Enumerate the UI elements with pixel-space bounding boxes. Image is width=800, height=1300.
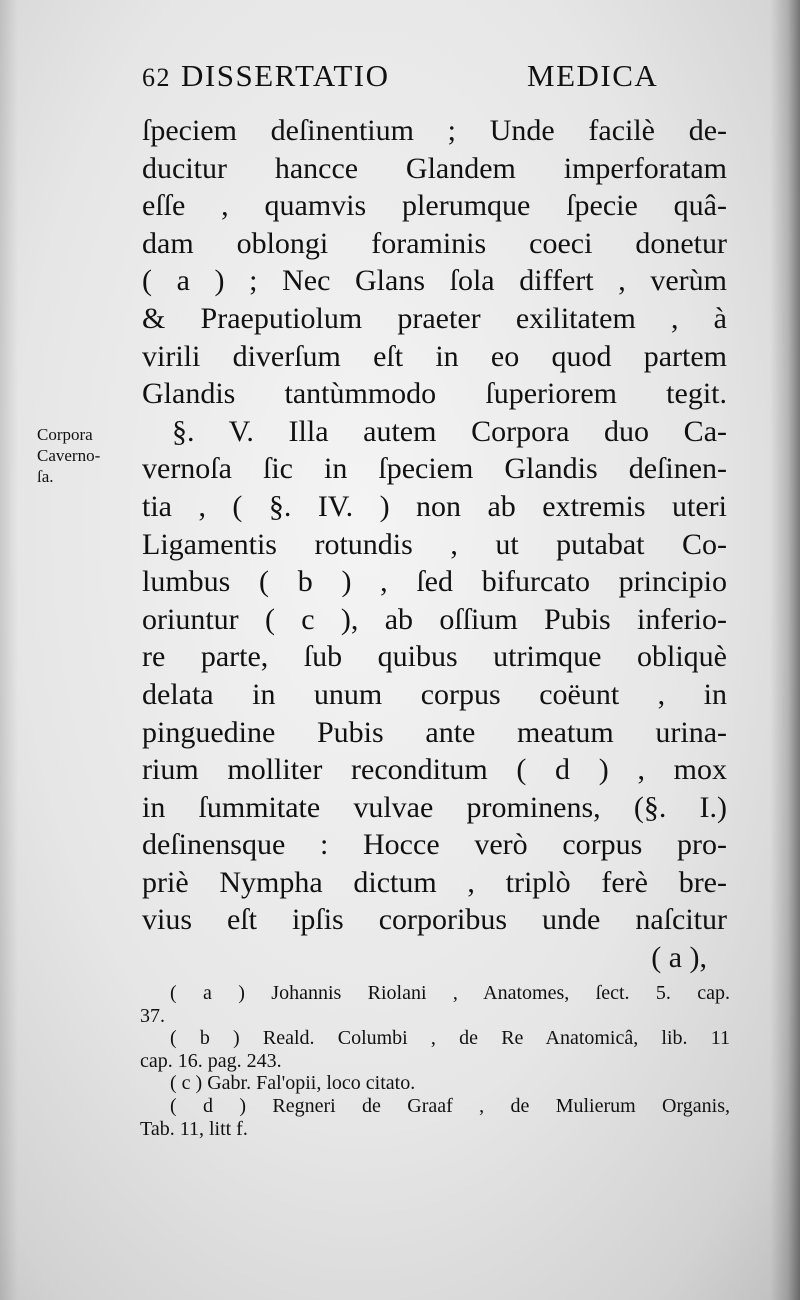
- text-line: delata in unum corpus coëunt , in: [142, 677, 727, 711]
- running-header: [142, 58, 702, 94]
- text-line: Ligamentis rotundis , ut putabat Co-: [142, 527, 727, 561]
- page-number: 62: [142, 63, 171, 92]
- footnote-line: ( a ) Johannis Riolani , Anatomes, ſect. 5. cap.: [170, 982, 730, 1004]
- text-line: eſſe , quamvis plerumque ſpecie quâ-: [142, 189, 727, 223]
- text-line: oriuntur ( c ), ab oſſium Pubis inferio-: [142, 602, 727, 636]
- footnote-line: cap. 16. pag. 243.: [140, 1049, 282, 1072]
- text-line: priè Nympha dictum , triplò ferè bre-: [142, 865, 727, 899]
- text-line: lumbus ( b ) , ſed bifurcato principio: [142, 565, 727, 599]
- text-line: virili diverſum eſt in eo quod partem: [142, 339, 727, 373]
- footnote-line: ( b ) Reald. Columbi , de Re Anatomicâ, lib. 11: [170, 1027, 730, 1050]
- catchword-line: ( a ),: [651, 941, 707, 975]
- footnote-line: ( d ) Regneri de Graaf , de Mulierum Organis,: [170, 1094, 730, 1117]
- footnote-line: Tab. 11, litt f.: [140, 1117, 248, 1140]
- text-line: ſpeciem deſinentium ; Unde facilè de-: [142, 114, 727, 147]
- text-line: deſinensque : Hocce verò corpus pro-: [142, 828, 727, 862]
- text-line: tia , ( §. IV. ) non ab extremis uteri: [142, 489, 727, 523]
- text-line: & Praeputiolum praeter exilitatem , à: [142, 301, 727, 335]
- text-line: pinguedine Pubis ante meatum urina-: [142, 715, 727, 749]
- text-line: dam oblongi foraminis coeci donetur: [142, 226, 727, 260]
- section-heading-line: §. V. Illa autem Corpora duo Ca-: [172, 414, 727, 448]
- margin-note: [37, 424, 137, 487]
- text-line: vernoſa ſic in ſpeciem Glandis deſinen-: [142, 452, 727, 486]
- margin-note-line: Corpora: [37, 425, 93, 444]
- text-line: ducitur hancce Glandem imperforatam: [142, 151, 727, 185]
- page-gutter-shadow: [0, 0, 18, 1300]
- footnote-line: 37.: [140, 1004, 165, 1027]
- footnotes: [140, 982, 730, 1140]
- page-edge-shadow: [770, 0, 800, 1300]
- text-line: vius eſt ipſis corporibus unde naſcitur: [142, 903, 727, 937]
- text-line: ( a ) ; Nec Glans ſola differt , verùm: [142, 264, 727, 298]
- header-title-2: MEDICA: [527, 58, 659, 93]
- header-title: DISSERTATIO: [181, 58, 390, 93]
- margin-note-line: ſa.: [37, 467, 54, 486]
- text-line: rium molliter reconditum ( d ) , mox: [142, 753, 727, 787]
- main-text: [142, 112, 727, 977]
- margin-note-line: Caverno-: [37, 446, 101, 465]
- text-line: re parte, ſub quibus utrimque obliquè: [142, 640, 727, 674]
- text-line: Glandis tantùmmodo ſuperiorem tegit.: [142, 377, 727, 411]
- footnote-line: ( c ) Gabr. Fal'opii, loco citato.: [170, 1072, 416, 1095]
- text-line: in ſummitate vulvae prominens, (§. I.): [142, 790, 727, 824]
